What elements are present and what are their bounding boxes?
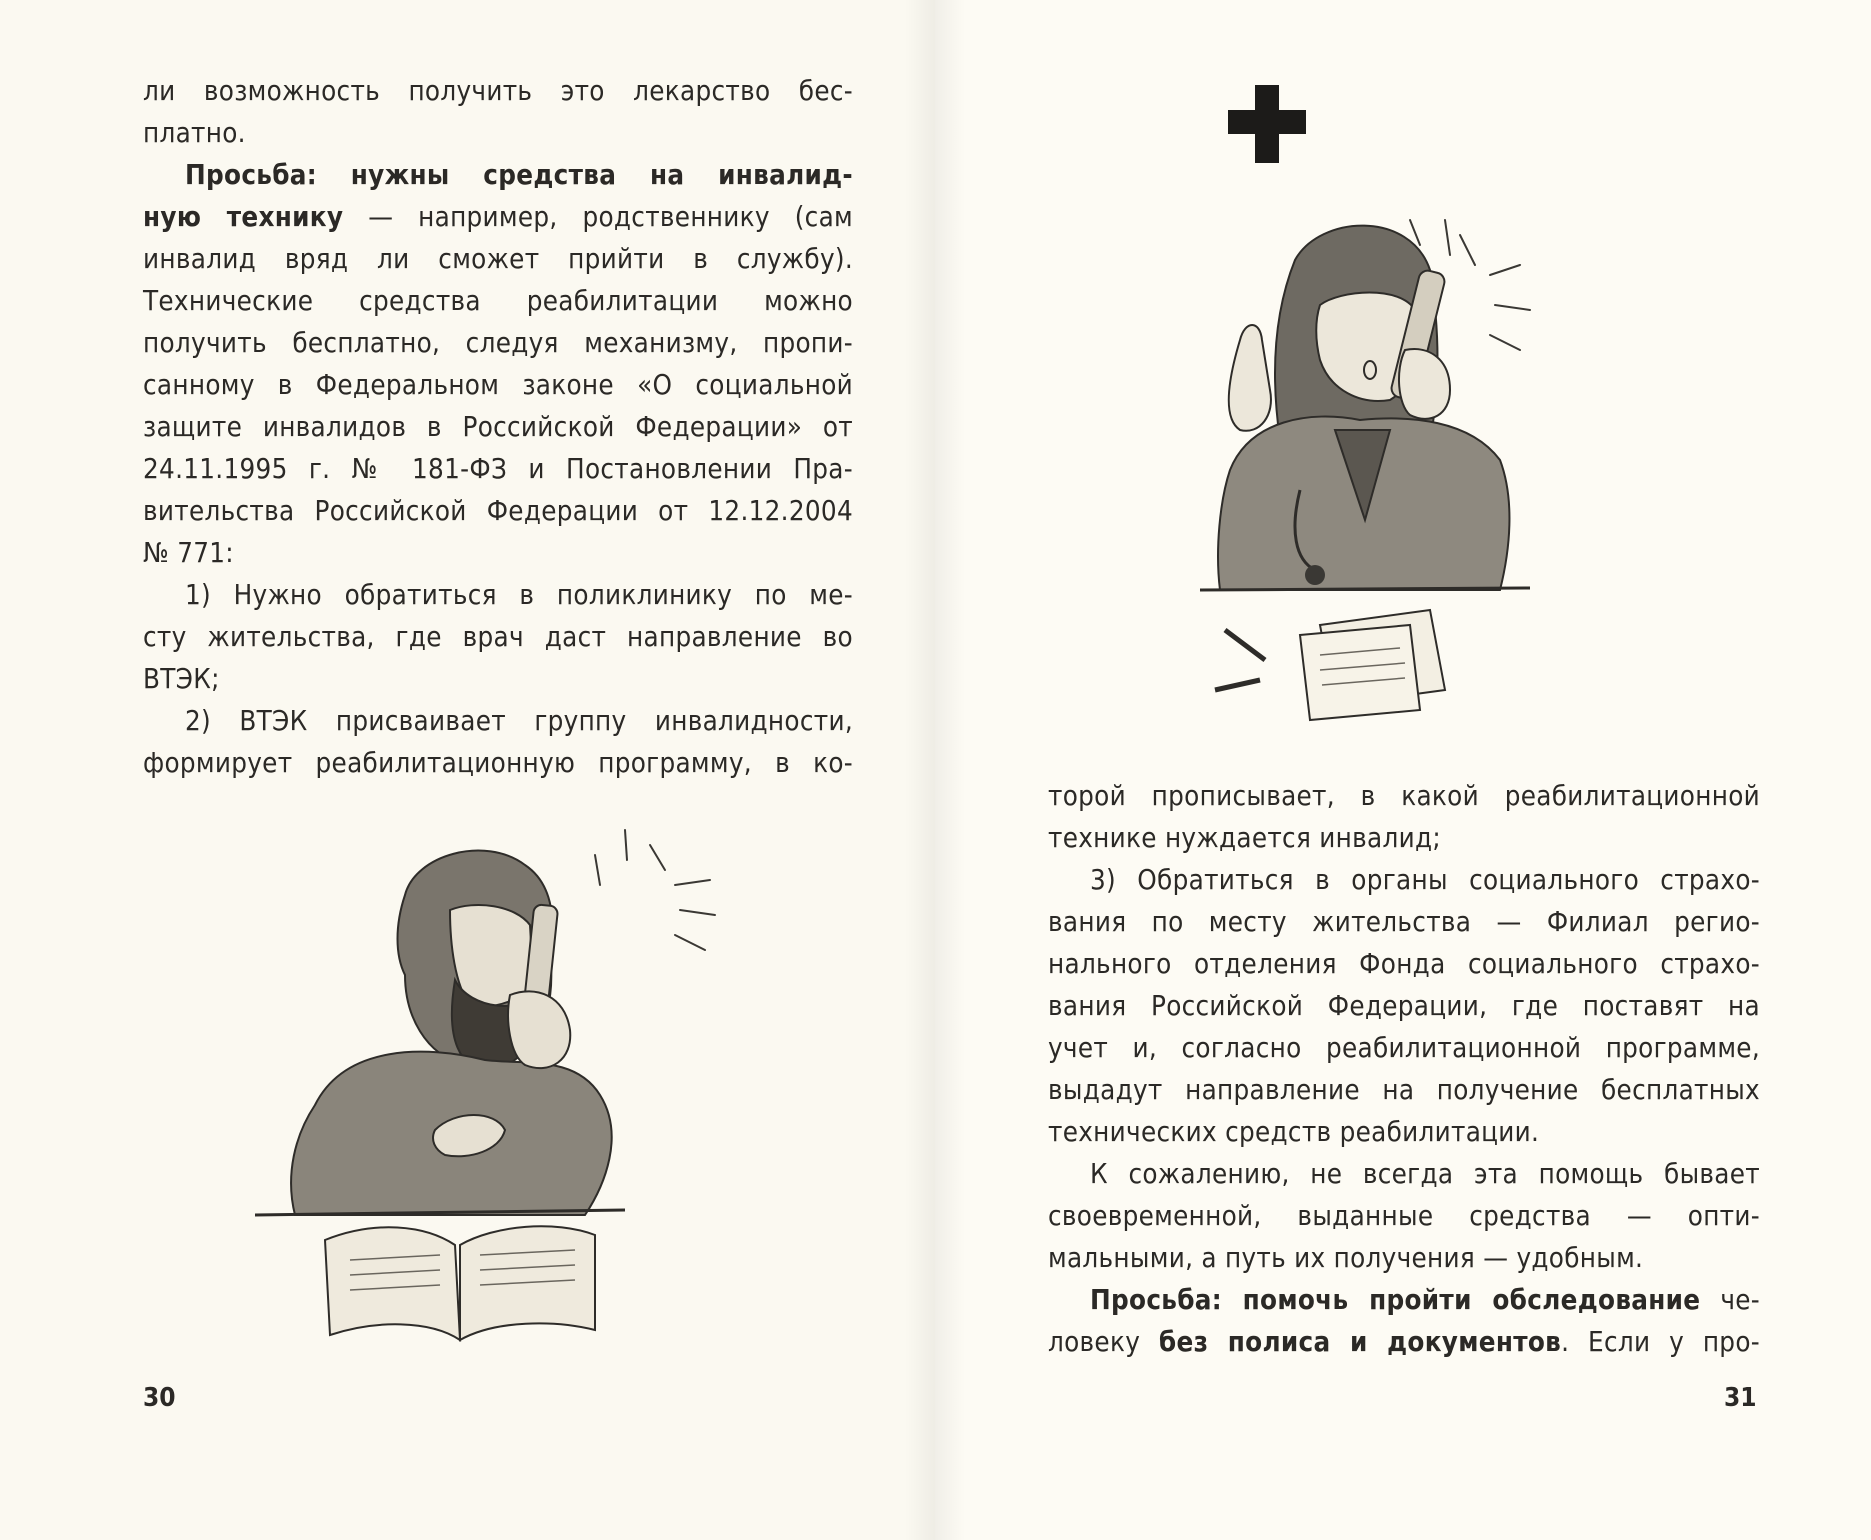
text-line: вания Российской Федерации, где поставят на xyxy=(1048,990,1760,1022)
text-line: ли возможность получить это лекарство бес- xyxy=(143,75,853,107)
doctor-on-phone-illustration xyxy=(1200,70,1540,750)
text-line: торой прописывает, в какой реабилитационной xyxy=(1048,780,1760,812)
bold-request: ную технику xyxy=(143,201,344,233)
text-line: вания по месту жительства — Филиал регио- xyxy=(1048,906,1760,938)
text-span: че- xyxy=(1700,1284,1760,1316)
text-line: мальными, а путь их получения — удобным. xyxy=(1048,1242,1644,1274)
text-line: 3) Обратиться в органы социального страхо- xyxy=(1090,864,1760,896)
text-line: формирует реабилитационную программу, в ко- xyxy=(143,747,853,779)
text-span: . Если у про- xyxy=(1561,1326,1760,1358)
text-line: санному в Федеральном законе «О социальной xyxy=(143,369,853,401)
text-line: получить бесплатно, следуя механизму, пропи- xyxy=(143,327,853,359)
page-number-left: 30 xyxy=(143,1383,176,1413)
text-line: сту жительства, где врач даст направление во xyxy=(143,621,853,653)
text-line: платно. xyxy=(143,117,246,149)
left-page-text xyxy=(143,70,853,784)
text-span: ловеку xyxy=(1048,1326,1159,1358)
text-line: своевременной, выданные средства — опти- xyxy=(1048,1200,1760,1232)
text-span: — например, родственнику (сам xyxy=(343,201,853,233)
text-line: инвалид вряд ли сможет прийти в службу). xyxy=(143,243,853,275)
text-line: защите инвалидов в Российской Федерации» от xyxy=(143,411,853,443)
bold-request: Просьба: помочь пройти обследование xyxy=(1090,1284,1701,1316)
text-line xyxy=(1048,1279,1760,1321)
book-gutter xyxy=(905,0,965,1540)
text-line: технике нуждается инвалид; xyxy=(1048,822,1442,854)
right-page-text xyxy=(1048,775,1760,1363)
text-line: Технические средства реабилитации можно xyxy=(143,285,853,317)
medical-cross-icon xyxy=(1228,85,1306,163)
text-line: № 771: xyxy=(143,537,234,569)
text-line: нального отделения Фонда социального страхо- xyxy=(1048,948,1760,980)
text-line: 2) ВТЭК присваивает группу инвалидности, xyxy=(185,705,853,737)
text-line xyxy=(143,196,853,238)
text-line: ВТЭК; xyxy=(143,663,220,695)
bold-request: Просьба: нужны средства на инвалид- xyxy=(185,159,853,191)
text-line: учет и, согласно реабилитационной программе, xyxy=(1048,1032,1760,1064)
text-line: вительства Российской Федерации от 12.12.2004 xyxy=(143,495,853,527)
bold-request: без полиса и документов xyxy=(1158,1326,1562,1358)
text-line: выдадут направление на получение бесплатных xyxy=(1048,1074,1760,1106)
page-number-right: 31 xyxy=(1724,1383,1757,1413)
text-line: К сожалению, не всегда эта помощь бывает xyxy=(1090,1158,1760,1190)
text-line: 1) Нужно обратиться в поликлинику по ме- xyxy=(185,579,853,611)
text-line xyxy=(143,154,853,196)
text-line: технических средств реабилитации. xyxy=(1048,1116,1540,1148)
text-line xyxy=(1048,1321,1760,1363)
man-on-phone-illustration xyxy=(255,815,725,1345)
text-line: 24.11.1995 г. № 181-ФЗ и Постановлении Пра- xyxy=(143,453,853,485)
